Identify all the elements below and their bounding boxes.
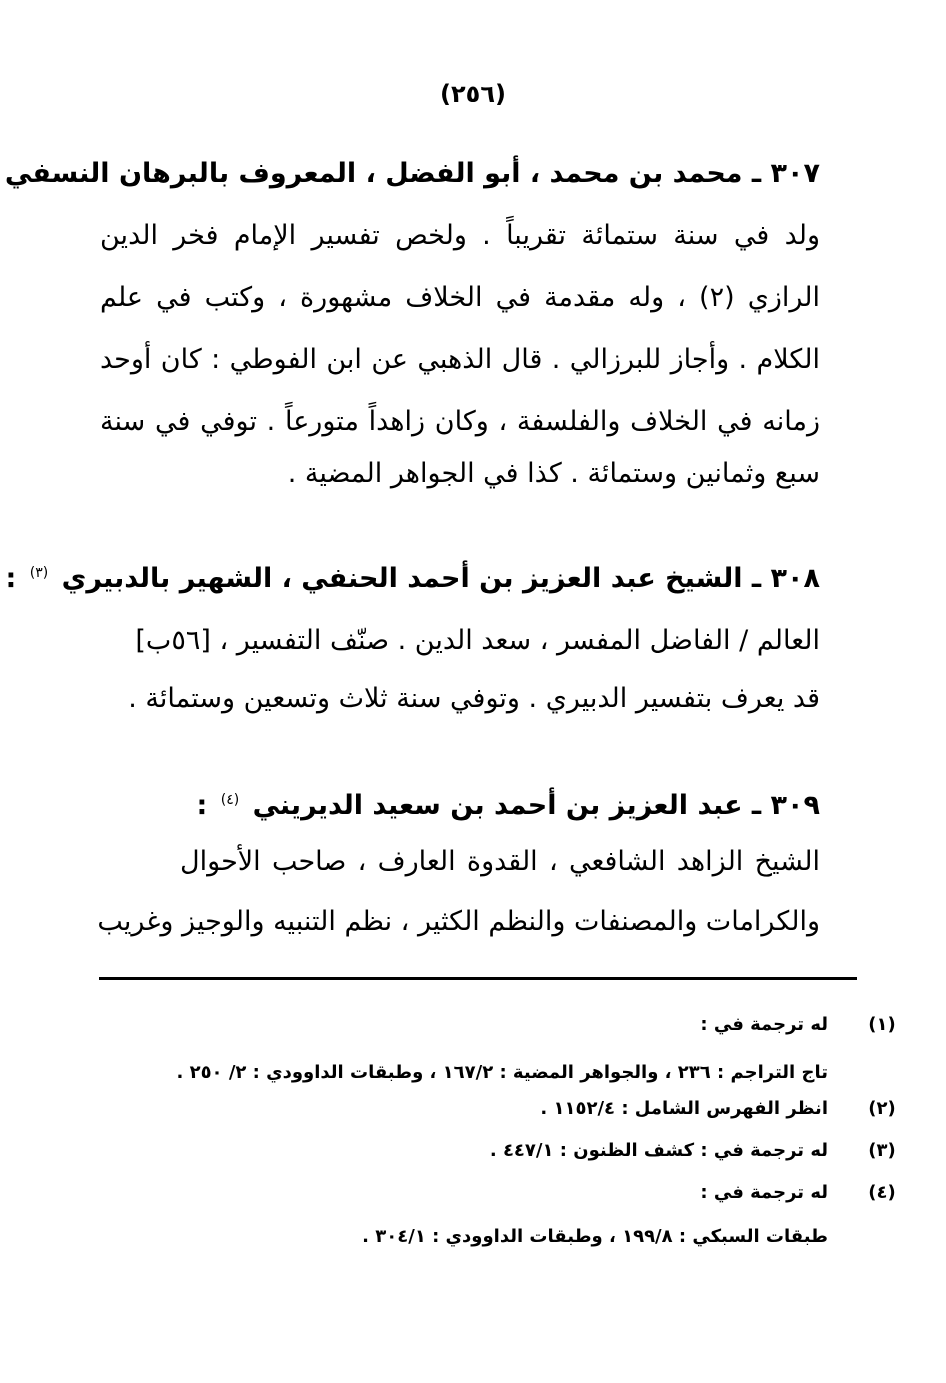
entry-heading-text: ٣٠٧ ـ محمد بن محمد ، أبو الفضل ، المعروف بالبرهان النسفي [4,158,820,189]
footnote-number: (٢) [868,1098,896,1119]
footnote-separator [99,977,857,980]
entry-307 [4,158,820,498]
heading-colon: : [196,790,208,821]
heading-colon: : [5,563,17,594]
footnote-ref: (٣) [29,565,49,581]
body-line: قد يعرف بتفسير الدبيري . وتوفي سنة ثلاث وتسعين وستمائة . [128,683,820,714]
entry-heading [6,563,821,594]
body-line: الشيخ الزاهد الشافعي ، القدوة العارف ، صاحب الأحوال [180,846,820,877]
page-number: (٢٥٦) [440,80,506,108]
footnote-line: له ترجمة في : كشف الظنون : ٤٤٧/١ . [489,1140,828,1161]
footnote-number: (١) [868,1014,896,1035]
body-line: زمانه في الخلاف والفلسفة ، وكان زاهداً متورعاً . توفي في سنة [100,406,820,437]
footnote-line: طبقات السبكي : ١٩٩/٨ ، وطبقات الداوودي : ٣٠٤/١ . [362,1226,828,1247]
body-line: والكرامات والمصنفات والنظم الكثير ، نظم التنبيه والوجيز وغريب [97,906,820,937]
entry-309 [97,790,820,950]
body-line: ولد في سنة ستمائة تقريباً . ولخص تفسير الإمام فخر الدين [100,220,820,251]
footnote-line: له ترجمة في : [700,1182,828,1203]
entry-heading [197,790,821,821]
entry-heading [0,158,820,189]
footnote-ref: (٤) [220,792,240,808]
footnote-line: انظر الفهرس الشامل : ١١٥٢/٤ . [540,1098,828,1119]
body-line: العالم / الفاضل المفسر ، سعد الدين . صنّف التفسير ، [٥٦ب] [135,625,820,656]
body-line: الرازي (٢) ، وله مقدمة في الخلاف مشهورة ، وكتب في علم [100,282,820,313]
body-line: الكلام . وأجاز للبرزالي . قال الذهبي عن ابن الفوطي : كان أوحد [100,344,820,375]
footnote-number: (٤) [868,1182,896,1203]
entry-308 [5,563,820,723]
footnote-number: (٣) [868,1140,896,1161]
footnote-line: تاج التراجم : ٢٣٦ ، والجواهر المضية : ١٦٧/٢ ، وطبقات الداوودي : ٢/ ٢٥٠ . [176,1062,828,1083]
body-line: سبع وثمانين وستمائة . كذا في الجواهر المضية . [287,458,820,489]
footnote-line: له ترجمة في : [700,1014,828,1035]
entry-heading-text: ٣٠٨ ـ الشيخ عبد العزيز بن أحمد الحنفي ، الشهير بالدبيري [61,563,820,594]
entry-heading-text: ٣٠٩ ـ عبد العزيز بن أحمد بن سعيد الديريني [252,790,820,821]
